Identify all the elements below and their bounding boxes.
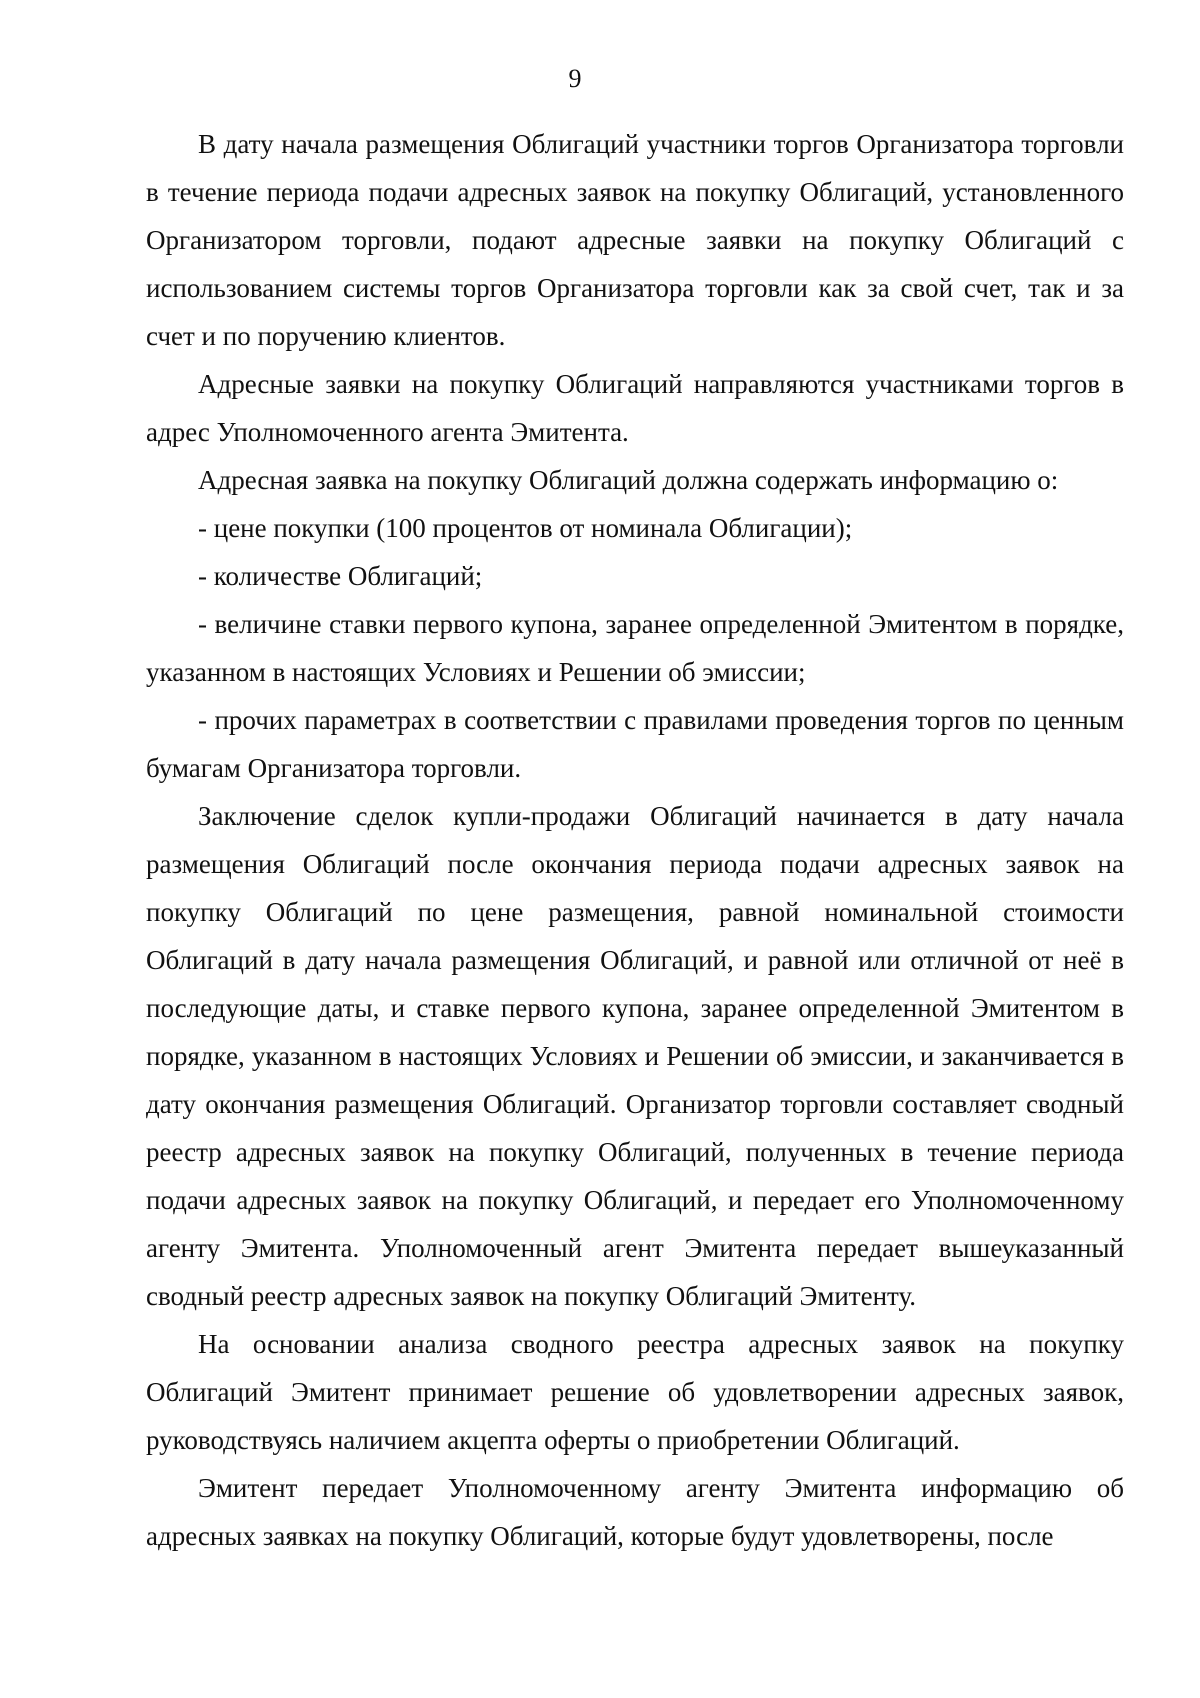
paragraph-deal-conclusion: Заключение сделок купли-продажи Облигаций начинается в дату начала размещения Облигаций после окончания периода подачи адресных заявок на покупку Облигаций по цене размещения, равной номинальной стоимости Облигаций в дату начала размещения Облигаций, и равной или отличной от неё в последующие даты, и ставке первого купона, заранее определенной Эмитентом в порядке, указанном в настоящих Условиях и Решении об эмиссии, и заканчивается в дату окончания размещения Облигаций. Организатор торговли составляет сводный реестр адресных заявок на покупку Облигаций, полученных в течение периода подачи адресных заявок на покупку Облигаций, и передает его Уполномоченному агенту Эмитента. Уполномоченный агент Эмитента передает вышеуказанный сводный реестр адресных заявок на покупку Облигаций Эмитенту. <box>146 801 1124 1311</box>
paragraph-analysis-decision: На основании анализа сводного реестра адресных заявок на покупку Облигаций Эмитент принимает решение об удовлетворении адресных заявок, руководствуясь наличием акцепта оферты о приобретении Облигаций. <box>146 1329 1124 1455</box>
list-item-other-parameters: - прочих параметрах в соответствии с правилами проведения торгов по ценным бумагам Организатора торговли. <box>146 705 1124 783</box>
list-item-quantity: - количестве Облигаций; <box>198 561 483 591</box>
paragraph-placement-start: В дату начала размещения Облигаций участники торгов Организатора торговли в течение периода подачи адресных заявок на покупку Облигаций, установленного Организатором торговли, подают адресные заявки на покупку Облигаций с использованием системы торгов Организатора торговли как за свой счет, так и за счет и по поручению клиентов. <box>146 129 1124 351</box>
document-body <box>146 120 1124 1560</box>
page-number: 9 <box>568 64 582 93</box>
paragraph-issuer-transfer: Эмитент передает Уполномоченному агенту Эмитента информацию об адресных заявках на покупку Облигаций, которые будут удовлетворены, после <box>146 1473 1124 1551</box>
paragraph-orders-direction: Адресные заявки на покупку Облигаций направляются участниками торгов в адрес Уполномоченного агента Эмитента. <box>146 369 1124 447</box>
paragraph-order-contents-intro: Адресная заявка на покупку Облигаций должна содержать информацию о: <box>198 465 1059 495</box>
list-item-coupon-rate: - величине ставки первого купона, заранее определенной Эмитентом в порядке, указанном в настоящих Условиях и Решении об эмиссии; <box>146 609 1124 687</box>
list-item-price: - цене покупки (100 процентов от номинала Облигации); <box>198 513 853 543</box>
